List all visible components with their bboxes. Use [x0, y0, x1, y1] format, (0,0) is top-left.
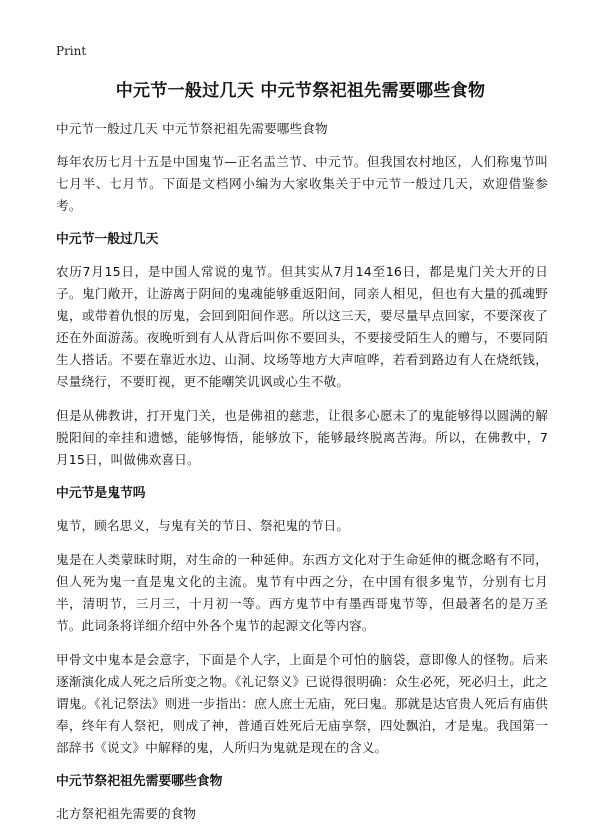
section-heading-ghost-festival: 中元节是鬼节吗 — [56, 486, 146, 501]
article-intro: 每年农历七月十五是中国鬼节—正名盂兰节、中元节。但我国农村地区，人们称鬼节叫七月半、七月节。下面是文档网小编为大家收集关于中元节一般过几天，欢迎借鉴参考。 — [56, 154, 548, 213]
print-link[interactable]: Print — [56, 44, 87, 58]
page-title: 中元节一般过几天 中元节祭祀祖先需要哪些食物 — [115, 81, 486, 101]
section-paragraph: 甲骨文中鬼本是会意字，下面是个人字，上面是个可怕的脑袋，意即像人的怪物。后来逐渐演化成人死之后所变之物。《礼记祭义》已说得很明确：众生必死，死必归土，此之谓鬼。《礼记祭法》则进一步指出：庶人庶士无庙，死曰鬼。那就是达官贵人死后有庙供奉，终年有人祭祀，则成了神，普通百姓死后无庙享祭，四处飘泊，才是鬼。我国第一部辞书《说文》中解释的鬼，人所归为鬼就是现在的含义。 — [56, 652, 548, 755]
section-heading-ancestor-food: 中元节祭祀祖先需要哪些食物 — [56, 774, 223, 789]
section-paragraph: 北方祭祀祖先需要的食物 — [56, 806, 197, 821]
section-paragraph: 鬼节，顾名思义，与鬼有关的节日、祭祀鬼的节日。 — [56, 518, 350, 533]
section-paragraph: 但是从佛教讲，打开鬼门关，也是佛祖的慈悲，让很多心愿未了的鬼能够得以圆满的解脱阳间的牵挂和遗憾，能够悔悟，能够放下，能够最终脱离苦海。所以，在佛教中，7月15日，叫做佛欢喜日。 — [56, 408, 548, 467]
section-paragraph: 农历7月15日，是中国人常说的鬼节。但其实从7月14至16日，都是鬼门关大开的日子。鬼门敞开，让游离于阴间的鬼魂能够重返阳间，同亲人相见，但也有大量的孤魂野鬼，或带着仇恨的厉鬼，会回到阳间作恶。所以这三天，要尽量早点回家，不要深夜了还在外面游荡。夜晚听到有人从背后叫你不要回头，不要接受陌生人的赠与，不要同陌生人搭话。不要在靠近水边、山洞、坟场等地方大声喧哗，若看到路边有人在烧纸钱，尽量绕行，不要盯视，更不能嘲笑讥讽或心生不敬。 — [56, 264, 548, 389]
section-heading-duration: 中元节一般过几天 — [56, 232, 159, 247]
article-body — [56, 118, 548, 837]
article-subtitle: 中元节一般过几天 中元节祭祀祖先需要哪些食物 — [56, 121, 328, 136]
section-paragraph: 鬼是在人类蒙昧时期，对生命的一种延伸。东西方文化对于生命延伸的概念略有不同，但人死为鬼一直是鬼文化的主流。鬼节有中西之分，在中国有很多鬼节，分别有七月半，清明节，三月三，十月初一等。西方鬼节中有墨西哥鬼节等，但最著名的是万圣节。此词条将详细介绍中外各个鬼节的起源文化等内容。 — [56, 552, 548, 633]
